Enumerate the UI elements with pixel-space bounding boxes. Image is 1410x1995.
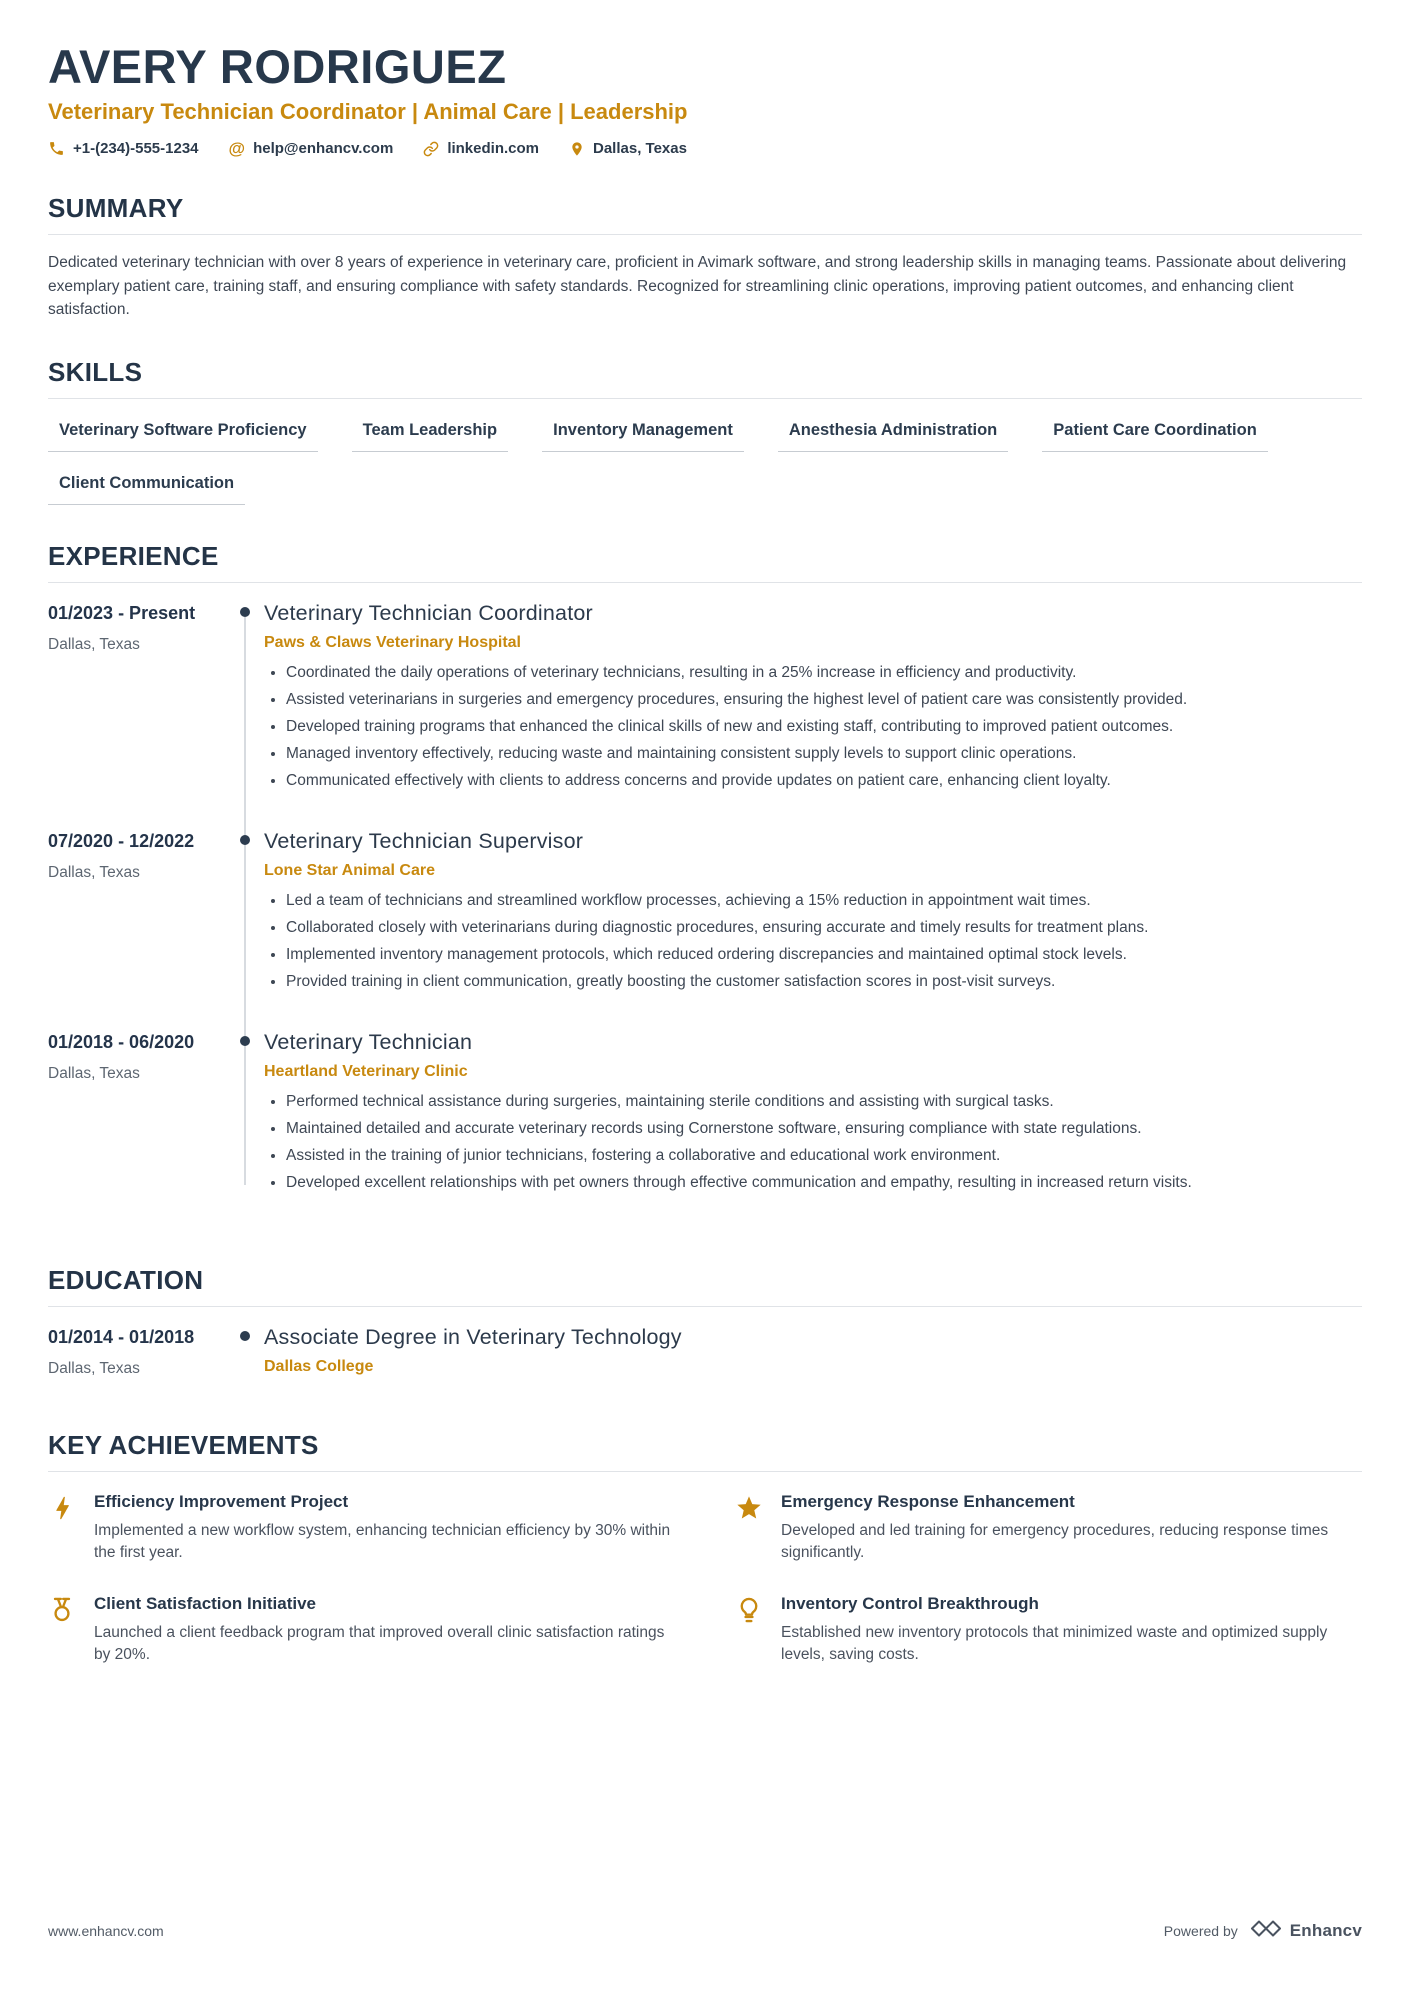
company-name: Lone Star Animal Care <box>264 862 436 880</box>
contact-location-text: Dallas, Texas <box>593 140 687 158</box>
bullet-item: • Collaborated closely with veterinarians during diagnostic procedures, ensuring accurate and timely results for treatment plans. <box>286 917 1362 939</box>
bullet-item: • Performed technical assistance during surgeries, maintaining sterile conditions and assisting with surgical tasks. <box>286 1091 1362 1113</box>
achievement-item <box>48 1492 675 1564</box>
section-education <box>48 1265 1362 1394</box>
lightning-icon <box>48 1492 94 1527</box>
achievement-item <box>735 1594 1362 1666</box>
company-name: Paws & Claws Veterinary Hospital <box>264 634 521 652</box>
education-entry <box>48 1323 1362 1394</box>
education-heading: EDUCATION <box>48 1265 1362 1307</box>
enhancv-logo-text: Enhancv <box>1289 1921 1362 1940</box>
achievement-text: Established new inventory protocols that minimized waste and optimized supply levels, saving costs. <box>781 1624 1328 1664</box>
contact-location <box>569 140 687 157</box>
enhancv-logo <box>1250 1919 1362 1943</box>
entry-body <box>264 1323 1362 1394</box>
achievement-content <box>94 1492 675 1564</box>
timeline-dot <box>240 835 250 845</box>
person-name: AVERY RODRIGUEZ <box>48 40 507 93</box>
header <box>48 42 1362 157</box>
bullet-item: • Coordinated the daily operations of veterinary technicians, resulting in a 25% increase in efficiency and productivity. <box>286 662 1362 684</box>
achievement-text: Launched a client feedback program that improved overall clinic satisfaction ratings by 20%. <box>94 1624 665 1664</box>
bullet-list <box>264 890 1362 993</box>
footer-website: www.enhancv.com <box>48 1923 164 1939</box>
bullet-list <box>264 662 1362 792</box>
bullet-list <box>264 1091 1362 1194</box>
experience-entry <box>48 827 1362 1028</box>
experience-entries <box>48 599 1362 1229</box>
entry-meta <box>48 1028 226 1229</box>
entry-body <box>264 1028 1362 1229</box>
entry-body <box>264 599 1362 827</box>
achievement-text: Developed and led training for emergency procedures, reducing response times significantly. <box>781 1522 1329 1562</box>
summary-text: Dedicated veterinary technician with over 8 years of experience in veterinary care, proficient in Avimark software, and strong leadership skills in managing teams. Passionate about delivering exemplary patient care, training staff, and ensuring compliance with safety standards. Recognized for streamlining clinic operations, improving patient outcomes, and enhancing client satisfaction. <box>48 254 1347 318</box>
achievement-title: Emergency Response Enhancement <box>781 1492 1075 1512</box>
achievement-content <box>781 1492 1362 1564</box>
bullet-item: • Led a team of technicians and streamlined workflow processes, achieving a 15% reduction in appointment wait times. <box>286 890 1362 912</box>
timeline-dot <box>240 1331 250 1341</box>
timeline-rail <box>226 827 264 1028</box>
school-name: Dallas College <box>264 1358 374 1376</box>
skills-list <box>48 421 1362 505</box>
bullet-item: • Assisted veterinarians in surgeries and emergency procedures, ensuring the highest level of patient care was consistently provided. <box>286 689 1362 711</box>
job-title: Veterinary Technician <box>264 1030 473 1055</box>
powered-by-label: Powered by <box>1163 1923 1238 1939</box>
skill-tag: Inventory Management <box>542 421 744 452</box>
entry-dates: 01/2018 - 06/2020 <box>48 1032 195 1053</box>
contact-phone-text: +1-(234)-555-1234 <box>73 140 199 158</box>
achievement-title: Client Satisfaction Initiative <box>94 1594 316 1614</box>
skills-heading: SKILLS <box>48 357 1362 399</box>
enhancv-logo-icon <box>1250 1919 1282 1943</box>
entry-location: Dallas, Texas <box>48 1065 140 1083</box>
job-title: Veterinary Technician Coordinator <box>264 601 593 626</box>
powered-by <box>1164 1919 1362 1943</box>
timeline-dot <box>240 607 250 617</box>
bullet-item: • Communicated effectively with clients to address concerns and provide updates on patient care, enhancing client loyalty. <box>286 770 1362 792</box>
lightbulb-icon <box>735 1594 781 1629</box>
phone-icon <box>48 140 65 157</box>
skill-tag: Patient Care Coordination <box>1042 421 1268 452</box>
timeline-rail <box>226 1028 264 1229</box>
entry-location: Dallas, Texas <box>48 636 140 654</box>
experience-entry <box>48 599 1362 827</box>
bullet-item: • Implemented inventory management protocols, which reduced ordering discrepancies and maintained optimal stock levels. <box>286 944 1362 966</box>
bullet-item: • Assisted in the training of junior technicians, fostering a collaborative and educational work environment. <box>286 1145 1362 1167</box>
bullet-item: • Developed excellent relationships with pet owners through effective communication and empathy, resulting in increased return visits. <box>286 1172 1362 1194</box>
bullet-item: • Provided training in client communication, greatly boosting the customer satisfaction scores in post-visit surveys. <box>286 971 1362 993</box>
skill-tag: Anesthesia Administration <box>778 421 1008 452</box>
link-icon <box>423 141 439 157</box>
bullet-item: • Maintained detailed and accurate veterinary records using Cornerstone software, ensuring compliance with state regulations. <box>286 1118 1362 1140</box>
section-achievements <box>48 1430 1362 1666</box>
section-experience <box>48 541 1362 1229</box>
achievement-title: Efficiency Improvement Project <box>94 1492 349 1512</box>
entry-dates: 01/2023 - Present <box>48 603 196 624</box>
education-location: Dallas, Texas <box>48 1360 140 1378</box>
job-title: Veterinary Technician Supervisor <box>264 829 584 854</box>
achievement-title: Inventory Control Breakthrough <box>781 1594 1039 1614</box>
contact-email-text: help@enhancv.com <box>253 140 394 158</box>
entry-dates: 07/2020 - 12/2022 <box>48 831 195 852</box>
bullet-item: • Developed training programs that enhanced the clinical skills of new and existing staff, contributing to improved patient outcomes. <box>286 716 1362 738</box>
education-dates: 01/2014 - 01/2018 <box>48 1327 195 1348</box>
experience-entry <box>48 1028 1362 1229</box>
contact-row <box>48 140 1362 157</box>
achievements-grid <box>48 1492 1362 1666</box>
at-icon: @ <box>228 139 246 159</box>
achievement-content <box>781 1594 1362 1666</box>
medal-icon <box>48 1594 94 1629</box>
entry-location: Dallas, Texas <box>48 864 140 882</box>
timeline-rail <box>226 1323 264 1394</box>
achievement-item <box>48 1594 675 1666</box>
summary-heading: SUMMARY <box>48 193 1362 235</box>
skill-tag: Client Communication <box>48 474 245 505</box>
achievement-item <box>735 1492 1362 1564</box>
contact-phone <box>48 140 199 157</box>
location-pin-icon <box>569 141 585 157</box>
skill-tag: Team Leadership <box>352 421 509 452</box>
company-name: Heartland Veterinary Clinic <box>264 1063 468 1081</box>
headline: Veterinary Technician Coordinator | Animal Care | Leadership <box>48 99 688 125</box>
contact-linkedin <box>423 140 539 157</box>
entry-meta <box>48 827 226 1028</box>
entry-meta <box>48 599 226 827</box>
entry-body <box>264 827 1362 1028</box>
achievement-content <box>94 1594 675 1666</box>
contact-linkedin-text: linkedin.com <box>447 140 539 158</box>
section-summary <box>48 193 1362 321</box>
star-icon <box>735 1492 781 1527</box>
bullet-item: • Managed inventory effectively, reducing waste and maintaining consistent supply levels to support clinic operations. <box>286 743 1362 765</box>
achievements-heading: KEY ACHIEVEMENTS <box>48 1430 1362 1472</box>
contact-email <box>229 140 394 157</box>
timeline-rail <box>226 599 264 827</box>
experience-heading: EXPERIENCE <box>48 541 1362 583</box>
footer <box>48 1919 1362 1943</box>
achievement-text: Implemented a new workflow system, enhancing technician efficiency by 30% within the first year. <box>94 1522 671 1562</box>
section-skills <box>48 357 1362 505</box>
skill-tag: Veterinary Software Proficiency <box>48 421 318 452</box>
entry-meta <box>48 1323 226 1394</box>
degree-title: Associate Degree in Veterinary Technology <box>264 1325 682 1350</box>
timeline-dot <box>240 1036 250 1046</box>
